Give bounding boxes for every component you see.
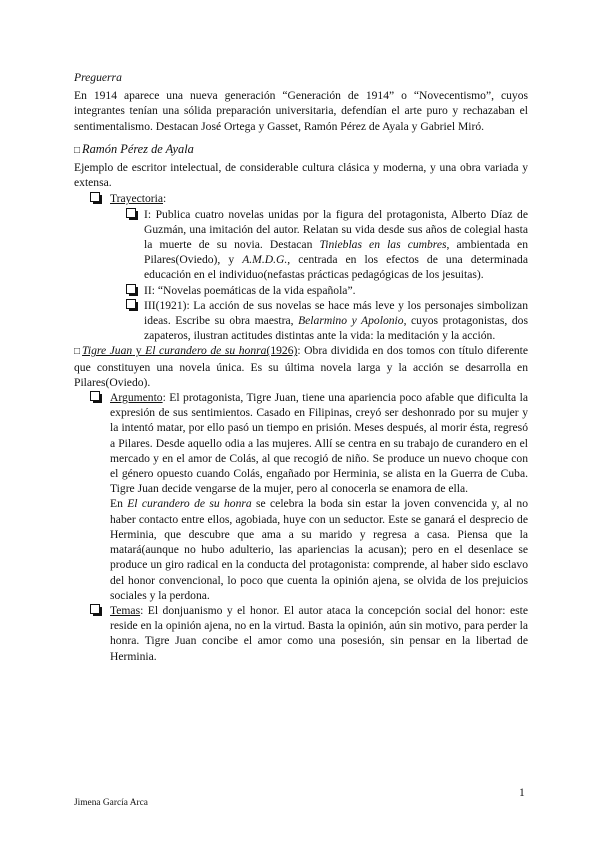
trayectoria-colon: : xyxy=(163,192,167,206)
list-item-trayectoria xyxy=(74,191,528,206)
list-item-temas xyxy=(74,603,528,664)
section-heading-ramon xyxy=(74,142,528,158)
list-item-argumento xyxy=(74,390,528,496)
work-title: Tigre Juan xyxy=(82,344,133,358)
argumento-label: Argumento xyxy=(110,391,163,405)
tigre-juan-paragraph xyxy=(74,343,528,390)
work-title: Belarmino y Apolonio xyxy=(298,314,404,328)
tigre-juan-text: : Obra dividida en dos tomos con título diferente que constituyen una novela única. Es su última novela larga y la acción se desarrolla en Pilares(Oviedo). xyxy=(74,344,529,389)
work-title: El curandero de su honra xyxy=(145,344,267,358)
work-title: El curandero de su honra xyxy=(127,497,252,511)
etapa-iii-text: , cuyos protagonistas, dos zapateros, ilustran actitudes distintas ante la vida: la meditación y la acción. xyxy=(144,314,528,343)
etapa-i-text: , centrada en los efectos de una determinada educación en el individuo(nefastas prácticas pedagógicas de los jesuitas). xyxy=(144,253,528,282)
continuation-text: se celebra la boda sin estar la joven convencida y, al no haber contacto entre ellos, agobiada, huye con un seductor. Este se ganará el desprecio de Herminia, que descubre que ama a su marido y regresa a casa. Piensa que la matará(aunque no hubo adulterio, las apariencias la acusan); pero en el desenlace se produce un giro radical en la conducta del protagonista: comprende, al haber sido esclavo del honor convencional, lo poco que cuenta la opinión ajena, se olvida de los prejuicios sociales y la perdona. xyxy=(110,497,529,602)
temas-text: : El donjuanismo y el honor. El autor ataca la concepción social del honor: este reside en la opinión ajena, no en la virtud. Basta la opinión, aún sin motivo, para perder la honra. Tigre Juan concibe el amor como una posesión, sin pensar en la libertad de Herminia. xyxy=(110,603,528,663)
checkbox-square-icon: □ xyxy=(74,346,81,358)
checkbox-square-icon: □ xyxy=(74,144,81,156)
work-year: (1926) xyxy=(266,344,298,358)
trayectoria-label: Trayectoria xyxy=(110,192,164,206)
checkbox-bullet-icon xyxy=(90,192,100,202)
ramon-intro: Ejemplo de escritor intelectual, de considerable cultura clásica y moderna, y una obra variada y extensa. xyxy=(74,161,528,190)
list-item-etapa-iii xyxy=(74,298,528,344)
etapa-i-text: , ambientada en Pilares(Oviedo), y xyxy=(144,238,528,267)
document-page xyxy=(74,70,528,664)
checkbox-bullet-icon xyxy=(90,604,100,614)
etapa-i-text: I: Publica cuatro novelas unidas por la figura del protagonista, Alberto Díaz de Guzmán, una imitación del autor. Relatan su vida desde sus años de colegial hasta la muerte de su novia. Destacan xyxy=(144,207,528,252)
argumento-text: : El protagonista, Tigre Juan, tiene una apariencia poco afable que dificulta la expresión de sus sentimientos. Casado en Filipinas, creyó ser deshonrado por su mujer y la intentó matar, por ello pasó un tiempo en prisión. Meses después, al morir ésta, regresó a Pilares. Desde aquello odia a las mujeres. Allí se centra en su trabajo de curandero en el mercado y en el amor de Colás, al que recogió de niño. Se produce un nuevo choque con el género opuesto cuando Colás, engañado por Herminia, se alista en la Guerra de Cuba. Tigre Juan decide vengarse de la mujer, pero al conocerla se enamora de ella. xyxy=(110,391,528,496)
checkbox-bullet-icon xyxy=(126,284,136,294)
preguerra-paragraph: En 1914 aparece una nueva generación “Generación de 1914” o “Novecentismo”, cuyos integrantes tenían una sólida preparación universitaria, defendían el arte puro y rechazaban el sentimentalismo. Destacan José Ortega y Gasset, Ramón Pérez de Ayala y Gabriel Miró. xyxy=(74,89,528,133)
list-item-etapa-ii xyxy=(74,283,528,298)
work-title: A.M.D.G. xyxy=(242,253,288,267)
page-number: 1 xyxy=(519,786,525,799)
checkbox-bullet-icon xyxy=(90,391,100,401)
argumento-continuation xyxy=(74,496,528,602)
heading-text: Ramón Pérez de Ayala xyxy=(82,141,194,156)
title-connector: y xyxy=(132,344,146,358)
footer-author: Jimena García Arca xyxy=(74,798,148,808)
etapa-iii-text: III(1921): La acción de sus novelas se hace más leve y los personajes simbolizan ideas. Escribe su obra maestra, xyxy=(144,298,528,328)
work-title: Tinieblas en las cumbres xyxy=(319,238,447,252)
etapa-ii-text: II: “Novelas poemáticas de la vida española”. xyxy=(144,283,356,297)
list-item-etapa-i xyxy=(74,207,528,283)
checkbox-bullet-icon xyxy=(126,208,136,218)
section-heading-preguerra: Preguerra xyxy=(74,71,122,84)
checkbox-bullet-icon xyxy=(126,299,136,309)
continuation-text: En xyxy=(110,497,128,511)
temas-label: Temas xyxy=(110,603,141,617)
